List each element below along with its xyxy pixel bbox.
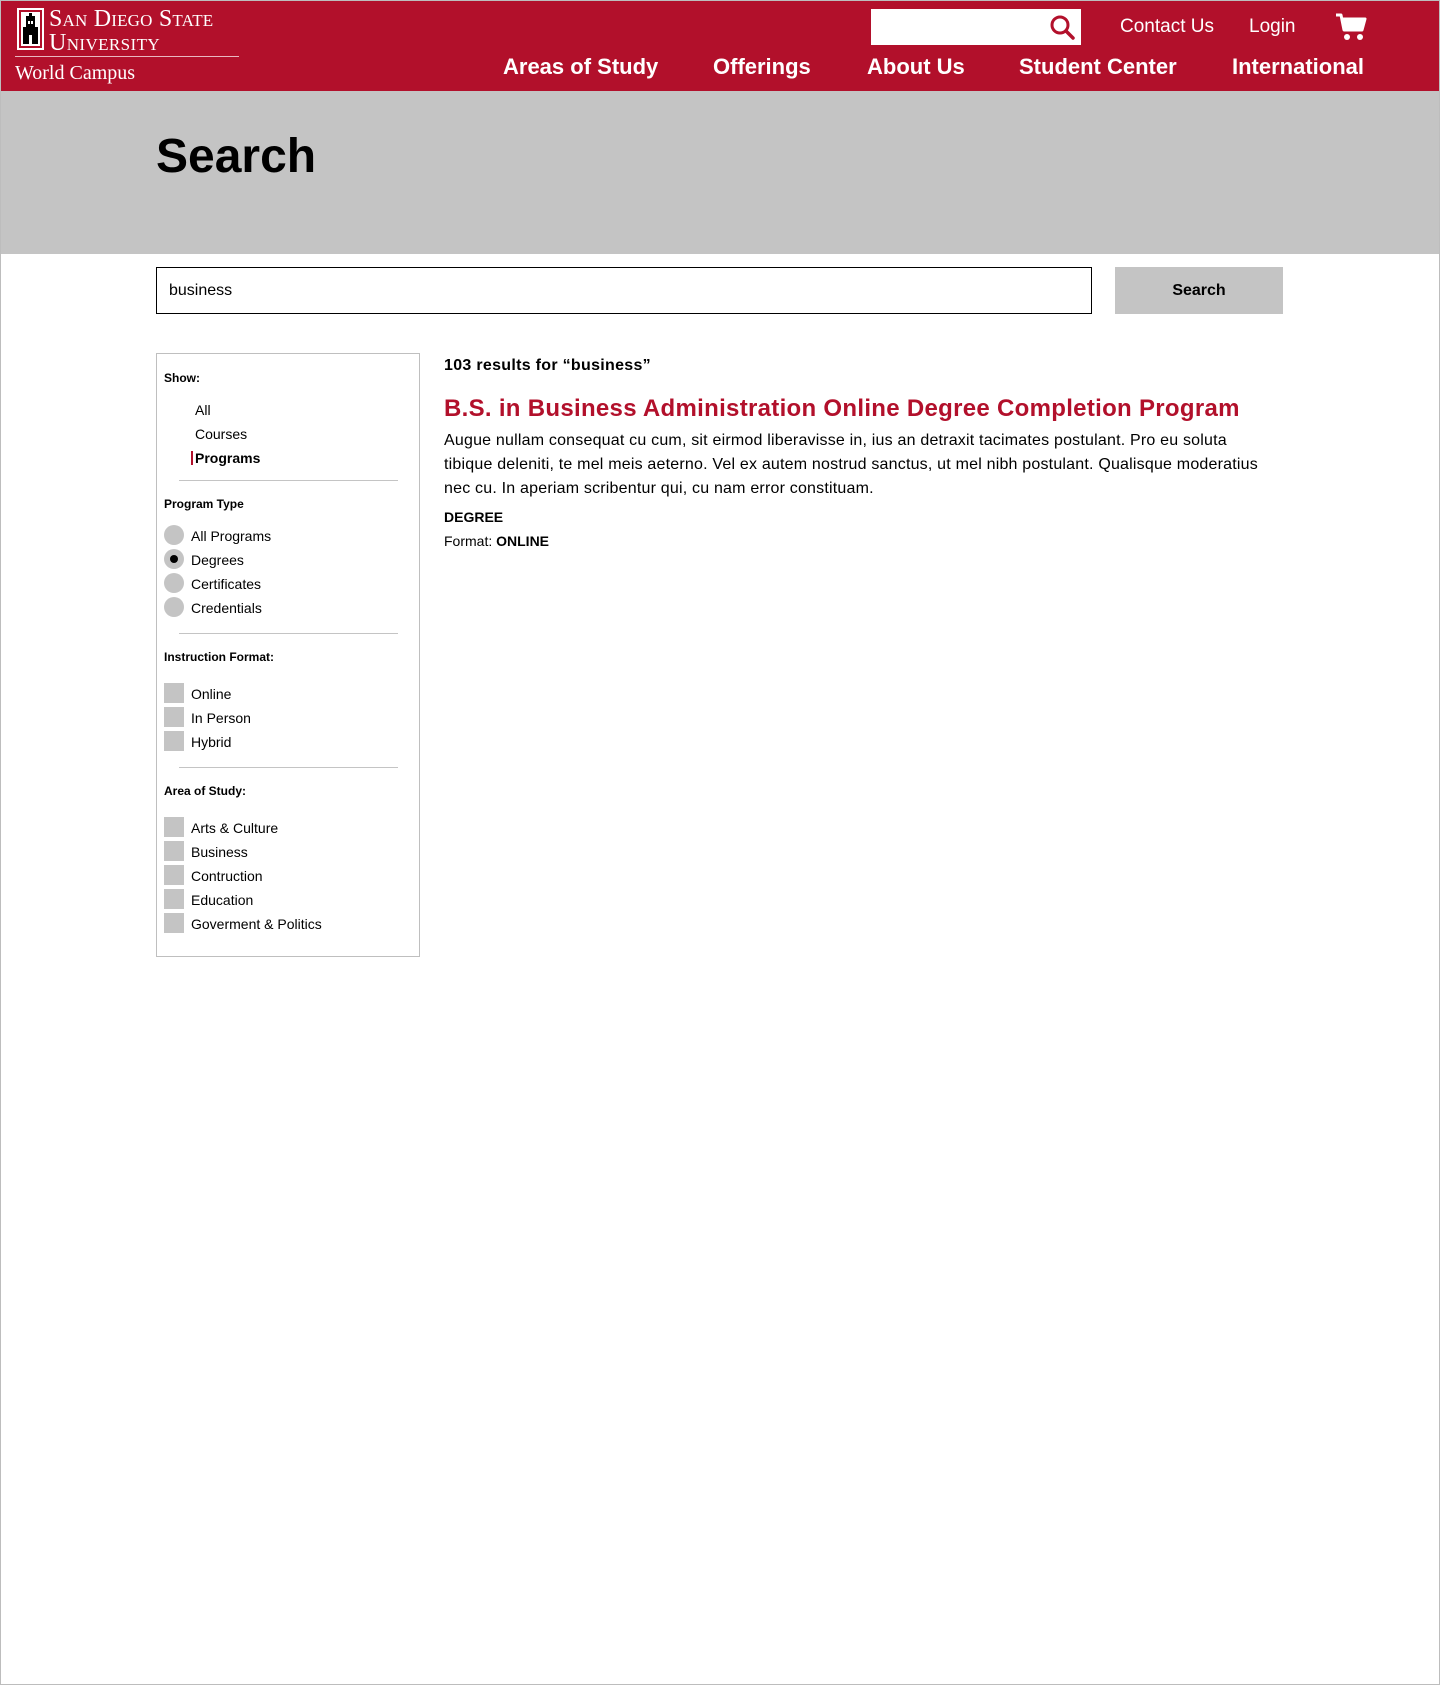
login-link[interactable]: Login (1249, 16, 1296, 37)
header-search (871, 9, 1081, 45)
page-title: Search (156, 130, 317, 183)
nav-areas-of-study[interactable]: Areas of Study (503, 54, 659, 79)
site-header (1, 1, 1439, 91)
sdsu-logo[interactable] (15, 6, 240, 86)
university-crest-icon (16, 7, 45, 51)
contact-us-link[interactable]: Contact Us (1120, 16, 1214, 37)
logo-divider (15, 56, 239, 57)
checkbox-education[interactable] (164, 889, 184, 909)
result-type-label: DEGREE (444, 509, 504, 525)
brand-line-1: San Diego State (49, 6, 214, 32)
checkbox-hybrid[interactable] (164, 731, 184, 751)
checkbox-label: Contruction (191, 868, 263, 884)
checkbox-government-politics[interactable] (164, 913, 184, 933)
sidebar-divider (179, 767, 398, 768)
checkbox-label: Goverment & Politics (191, 916, 322, 932)
radio-all-programs[interactable] (164, 525, 184, 545)
format-value: ONLINE (496, 533, 550, 549)
results-count: 103 results for “business” (444, 357, 651, 374)
result-title-link[interactable]: B.S. in Business Administration Online Degree Completion Program (444, 395, 1240, 422)
show-heading: Show: (164, 371, 200, 385)
active-marker (191, 451, 193, 465)
checkbox-label: Education (191, 892, 254, 908)
format-label: Format: (444, 533, 493, 549)
checkbox-contruction[interactable] (164, 865, 184, 885)
search-button[interactable]: Search (1115, 267, 1283, 314)
header-search-input[interactable] (871, 9, 1041, 45)
checkbox-in-person[interactable] (164, 707, 184, 727)
result-description: Augue nullam consequat cu cum, sit eirmod liberavisse in, ius an detraxit tacimates postulant. Pro eu soluta tibique deleniti, te mel meis aeterno. Vel ex autem nostrud sanctus, ut mel nibh postulant. Qualisque moderatius nec cu. In aperiam scribentur qui, cu nam error constituam. (444, 432, 1258, 497)
nav-international[interactable]: International (1232, 54, 1365, 79)
nav-about-us[interactable]: About Us (867, 54, 965, 79)
radio-certificates[interactable] (164, 573, 184, 593)
search-input[interactable] (156, 267, 1092, 314)
search-icon[interactable] (1049, 14, 1075, 40)
nav-student-center[interactable]: Student Center (1019, 54, 1177, 79)
sidebar-divider (179, 633, 398, 634)
page-banner (1, 91, 1439, 254)
checkbox-online[interactable] (164, 683, 184, 703)
checkbox-label: Business (191, 844, 248, 860)
show-option-all[interactable]: All (195, 402, 211, 418)
area-of-study-heading: Area of Study: (164, 784, 247, 798)
checkbox-label: Arts & Culture (191, 820, 279, 836)
program-type-heading: Program Type (164, 497, 244, 511)
radio-label: Credentials (191, 600, 262, 616)
checkbox-business[interactable] (164, 841, 184, 861)
radio-label: Degrees (191, 552, 244, 568)
show-option-courses[interactable]: Courses (195, 426, 248, 442)
radio-degrees[interactable] (164, 549, 184, 569)
checkbox-label: In Person (191, 710, 251, 726)
radio-label: Certificates (191, 576, 262, 592)
sidebar-divider (179, 480, 398, 481)
checkbox-label: Online (191, 686, 232, 702)
nav-offerings[interactable]: Offerings (713, 54, 811, 79)
show-option-programs[interactable]: Programs (195, 450, 261, 466)
radio-credentials[interactable] (164, 597, 184, 617)
cart-icon[interactable] (1335, 12, 1367, 42)
brand-line-3: World Campus (15, 62, 136, 84)
result-format (444, 532, 549, 550)
radio-label: All Programs (191, 528, 272, 544)
checkbox-label: Hybrid (191, 734, 232, 750)
checkbox-arts-culture[interactable] (164, 817, 184, 837)
filter-sidebar (156, 353, 420, 957)
brand-line-2: University (49, 30, 161, 56)
instruction-format-heading: Instruction Format: (164, 650, 274, 664)
